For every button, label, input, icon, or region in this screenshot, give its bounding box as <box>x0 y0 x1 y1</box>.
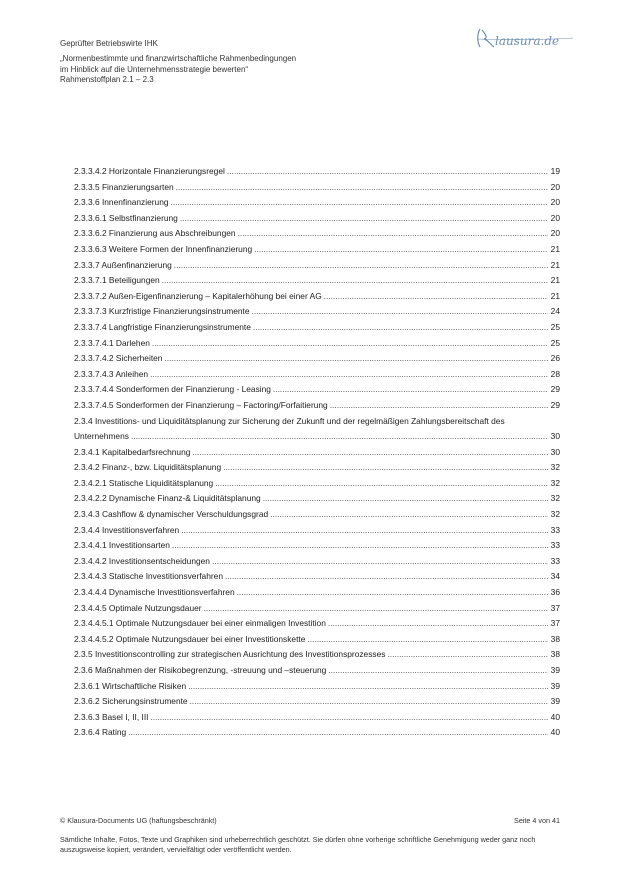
toc-page-number: 39 <box>550 665 560 675</box>
toc-page-number: 33 <box>550 540 560 551</box>
toc-page-number: 26 <box>550 353 560 364</box>
toc-leader-dots <box>263 491 548 507</box>
toc-page-number: 20 <box>550 181 560 192</box>
toc-entry-title: 2.3.3.7.2 Außen-Eigenfinanzierung – Kapitalerhöhung bei einer AG <box>74 290 322 301</box>
toc-leader-dots <box>172 538 548 554</box>
toc-entry-title: 2.3.6.2 Sicherungsinstrumente <box>74 696 188 707</box>
header-line-2: „Normenbestimmte und finanzwirtschaftliche Rahmenbedingungen <box>60 54 297 64</box>
toc-page-number: 33 <box>550 524 560 535</box>
toc-page-number: 32 <box>550 477 560 488</box>
toc-entry[interactable] <box>74 445 560 461</box>
toc-page-number: 32 <box>550 493 560 504</box>
toc-entry-title: 2.3.5 Investitionscontrolling zur strategischen Ausrichtung des Investitionsprozesses <box>74 649 386 660</box>
toc-entry[interactable] <box>74 211 560 227</box>
toc-page-number: 36 <box>550 587 560 598</box>
toc-page-number: 25 <box>550 321 560 332</box>
toc-entry[interactable] <box>74 725 560 741</box>
toc-entry-title: 2.3.6.1 Wirtschaftliche Risiken <box>74 680 187 691</box>
toc-entry-title: 2.3.4.4.3 Statische Investitionsverfahren <box>74 571 223 582</box>
toc-entry-title: 2.3.4.3 Cashflow & dynamischer Verschuldungsgrad <box>74 509 269 520</box>
toc-leader-dots <box>164 351 548 367</box>
toc-leader-dots <box>190 694 548 710</box>
toc-leader-dots <box>204 601 548 617</box>
toc-entry[interactable] <box>74 195 560 211</box>
legal-line-2: auszugsweise kopiert, verändert, vervielfältigt oder veröffentlicht werden. <box>60 844 292 854</box>
toc-entry[interactable] <box>74 289 560 305</box>
toc-entry-title: 2.3.3.7 Außenfinanzierung <box>74 259 172 270</box>
toc-entry[interactable] <box>74 351 560 367</box>
toc-page-number: 21 <box>550 259 560 270</box>
toc-entry-title: 2.3.3.4.2 Horizontale Finanzierungsregel <box>74 166 225 176</box>
toc-leader-dots <box>328 663 548 679</box>
toc-entry-title: 2.3.6.3 Basel I, II, III <box>74 711 149 722</box>
toc-leader-dots <box>192 445 548 461</box>
toc-entry[interactable] <box>74 491 560 507</box>
toc-leader-dots <box>223 460 548 476</box>
toc-page-number: 30 <box>550 446 560 457</box>
legal-line-1: Sämtliche Inhalte, Fotos, Texte und Graphiken sind urheberrechtlich geschützt. Sie dürfen ohne vorherige schriftliche Genehmigung weder ganz noch <box>60 835 536 844</box>
toc-leader-dots <box>253 320 548 336</box>
toc-leader-dots <box>188 679 548 695</box>
toc-leader-dots <box>128 725 548 741</box>
toc-entry-title: 2.3.4.4.5.2 Optimale Nutzungsdauer bei einer Investitionskette <box>74 633 306 644</box>
toc-leader-dots <box>324 289 548 305</box>
svg-text:lausura.de: lausura.de <box>495 34 560 48</box>
toc-leader-dots <box>131 429 548 445</box>
toc-leader-dots <box>181 523 548 539</box>
toc-entry[interactable] <box>74 507 560 523</box>
toc-entry-title: 2.3.4.4.2 Investitionsentscheidungen <box>74 555 210 566</box>
toc-entry[interactable] <box>74 694 560 710</box>
toc-entry-title: 2.3.3.6.3 Weitere Formen der Innenfinanzierung <box>74 243 253 254</box>
toc-entry[interactable] <box>74 367 560 383</box>
toc-leader-dots <box>212 554 548 570</box>
toc-leader-dots <box>254 242 548 258</box>
toc-leader-dots <box>150 367 548 383</box>
toc-entry-title-continued: Unternehmens <box>74 431 129 442</box>
toc-entry-title: 2.3.3.7.1 Beteiligungen <box>74 275 160 286</box>
toc-entry-title: 2.3.6 Maßnahmen der Risikobegrenzung, -streuung und –steuerung <box>74 665 327 675</box>
toc-leader-dots <box>238 226 548 242</box>
toc-entry-title: 2.3.4.4 Investitionsverfahren <box>74 524 180 535</box>
toc-page-number: 28 <box>550 368 560 379</box>
toc-entry-title: 2.3.4.2.2 Dynamische Finanz-& Liquiditätsplanung <box>74 493 261 504</box>
toc-page-number: 20 <box>550 197 560 208</box>
toc-leader-dots <box>174 258 548 274</box>
toc-leader-dots <box>162 273 548 289</box>
footer-copyright: © Klausura-Documents UG (haftungsbeschränkt) <box>60 816 217 825</box>
toc-entry[interactable] <box>74 569 560 585</box>
toc-entry-title: 2.3.3.7.4.4 Sonderformen der Finanzierung - Leasing <box>74 384 271 395</box>
header-line-1: Geprüfter Betriebswirte IHK <box>60 39 158 48</box>
toc-entry[interactable] <box>74 663 560 679</box>
toc-entry-title: 2.3.3.7.3 Kurzfristige Finanzierungsinstrumente <box>74 306 250 317</box>
toc-leader-dots <box>307 632 548 648</box>
toc-leader-dots <box>273 382 548 398</box>
toc-entry-title: 2.3.4 Investitions- und Liquiditätsplanung zur Sicherung der Zukunft und der regelmäßigen Zahlungsbereitschaft des <box>74 415 505 426</box>
toc-page-number: 21 <box>550 290 560 301</box>
page-footer <box>60 815 560 855</box>
toc-entry[interactable] <box>74 460 560 476</box>
toc-entry-title: 2.3.3.7.4.2 Sicherheiten <box>74 353 163 364</box>
klausura-logo <box>474 26 576 50</box>
header-line-3: im Hinblick auf die Unternehmensstrategie bewerten“ <box>60 64 249 74</box>
toc-entry-title: 2.3.4.4.5 Optimale Nutzungsdauer <box>74 602 202 613</box>
toc-leader-dots <box>180 211 548 227</box>
toc-entry-title: 2.3.3.7.4.5 Sonderformen der Finanzierung – Factoring/Forfaitierung <box>74 399 328 410</box>
toc-entry[interactable] <box>74 538 560 554</box>
toc-page-number: 21 <box>550 243 560 254</box>
toc-page-number: 24 <box>550 306 560 317</box>
toc-leader-dots <box>150 710 548 726</box>
toc-entry[interactable] <box>74 180 560 196</box>
toc-leader-dots <box>252 304 549 320</box>
toc-entry-title: 2.3.4.4.5.1 Optimale Nutzungsdauer bei einer einmaligen Investition <box>74 618 326 629</box>
table-of-contents <box>74 164 560 741</box>
toc-entry-title: 2.3.4.2.1 Statische Liquiditätsplanung <box>74 477 214 488</box>
toc-entry[interactable] <box>74 616 560 632</box>
toc-entry[interactable] <box>74 601 560 617</box>
toc-entry-title: 2.3.3.6.1 Selbstfinanzierung <box>74 212 178 223</box>
toc-page-number: 20 <box>550 228 560 239</box>
toc-entry-title: 2.3.6.4 Rating <box>74 727 127 738</box>
toc-leader-dots <box>330 398 548 414</box>
toc-entry[interactable] <box>74 226 560 242</box>
toc-entry[interactable] <box>74 242 560 258</box>
toc-page-number: 19 <box>550 166 560 176</box>
footer-page-number: Seite 4 von 41 <box>514 816 560 825</box>
toc-page-number: 34 <box>550 571 560 582</box>
toc-entry[interactable] <box>74 554 560 570</box>
toc-page-number: 21 <box>550 275 560 286</box>
toc-entry[interactable] <box>74 336 560 352</box>
toc-entry[interactable] <box>74 382 560 398</box>
toc-page-number: 33 <box>550 555 560 566</box>
toc-page-number: 39 <box>550 680 560 691</box>
toc-entry[interactable] <box>74 258 560 274</box>
toc-entry[interactable] <box>74 523 560 539</box>
toc-page-number: 38 <box>550 649 560 660</box>
toc-entry[interactable] <box>74 164 560 180</box>
footer-legal-notice <box>60 835 560 855</box>
toc-entry-title: 2.3.4.4.4 Dynamische Investitionsverfahren <box>74 587 235 598</box>
toc-entry-title: 2.3.4.4.1 Investitionsarten <box>74 540 170 551</box>
toc-page-number: 20 <box>550 212 560 223</box>
toc-leader-dots <box>171 195 548 211</box>
toc-entry[interactable] <box>74 320 560 336</box>
toc-leader-dots <box>328 616 548 632</box>
toc-page-number: 38 <box>550 633 560 644</box>
toc-page-number: 40 <box>550 711 560 722</box>
toc-entry-title: 2.3.4.2 Finanz-, bzw. Liquiditätsplanung <box>74 462 222 473</box>
toc-page-number: 40 <box>550 727 560 738</box>
toc-leader-dots <box>225 569 548 585</box>
toc-leader-dots <box>387 647 548 663</box>
toc-entry-title: 2.3.3.5 Finanzierungsarten <box>74 181 174 192</box>
toc-entry[interactable] <box>74 710 560 726</box>
toc-page-number: 25 <box>550 337 560 348</box>
toc-entry-title: 2.3.4.1 Kapitalbedarfsrechnung <box>74 446 191 457</box>
toc-entry-title: 2.3.3.6.2 Finanzierung aus Abschreibungen <box>74 228 236 239</box>
toc-entry[interactable] <box>74 398 560 414</box>
toc-page-number: 39 <box>550 696 560 707</box>
toc-entry[interactable] <box>74 647 560 663</box>
toc-entry[interactable] <box>74 632 560 648</box>
toc-entry-title: 2.3.3.7.4.1 Darlehen <box>74 337 150 348</box>
toc-leader-dots <box>152 336 548 352</box>
toc-leader-dots <box>227 164 548 180</box>
toc-entry-title: 2.3.3.7.4 Langfristige Finanzierungsinstrumente <box>74 321 251 332</box>
page-header <box>60 39 480 86</box>
toc-page-number: 29 <box>550 384 560 395</box>
toc-leader-dots <box>270 507 548 523</box>
toc-page-number: 32 <box>550 509 560 520</box>
toc-entry[interactable] <box>74 476 560 492</box>
toc-page-number: 32 <box>550 462 560 473</box>
toc-entry-title: 2.3.3.6 Innenfinanzierung <box>74 197 169 208</box>
toc-page-number: 30 <box>550 431 560 442</box>
toc-entry[interactable] <box>74 273 560 289</box>
toc-entry-title: 2.3.3.7.4.3 Anleihen <box>74 368 149 379</box>
toc-leader-dots <box>176 180 548 196</box>
toc-page-number: 37 <box>550 618 560 629</box>
toc-leader-dots <box>215 476 548 492</box>
header-line-4: Rahmenstoffplan 2.1 – 2.3 <box>60 75 154 85</box>
toc-entry[interactable] <box>74 585 560 601</box>
toc-page-number: 37 <box>550 602 560 613</box>
toc-entry[interactable] <box>74 304 560 320</box>
toc-page-number: 29 <box>550 399 560 410</box>
toc-leader-dots <box>237 585 548 601</box>
toc-entry[interactable] <box>74 414 560 445</box>
toc-entry[interactable] <box>74 679 560 695</box>
